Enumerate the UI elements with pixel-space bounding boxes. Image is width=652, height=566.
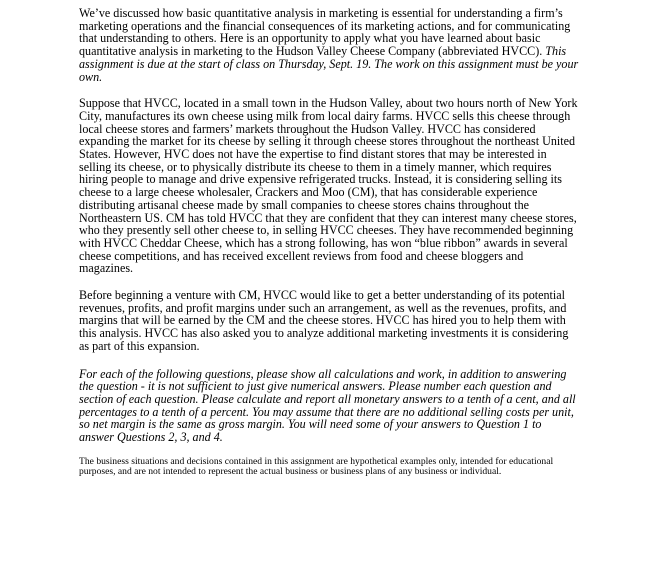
disclaimer-paragraph: The business situations and decisions contained in this assignment are hypothetical examples only, intended for educational purposes, and are not intended to represent the actual business or business plans of any business or individual. xyxy=(79,455,554,478)
goals-paragraph: Before beginning a venture with CM, HVCC would like to get a better understanding of its potential revenues, profits, and profit margins under such an arrangement, as well as the revenues, profits, and margins that will be earned by the CM and the cheese stores. HVCC has hired you to help them with this analysis. HVCC has also asked you to analyze additional marketing investments it is considering as part of this expansion. xyxy=(79,288,569,353)
intro-text: We’ve discussed how basic quantitative analysis in marketing is essential for understanding a firm’s marketing operations and the financial consequences of its marketing actions, and for communicating that understanding to others. Here is an opportunity to apply what you have learned about basic quantitative analysis in marketing to the Hudson Valley Cheese Company (abbreviated HVCC). xyxy=(79,6,571,59)
instructions-paragraph: For each of the following questions, please show all calculations and work, in addition to answering the question - it is not sufficient to just give numerical answers. Please number each question and section of each question. Please calculate and report all monetary answers to a tenth of a cent, and all percentages to a tenth of a percent. You may assume that there are no additional selling costs per unit, so net margin is the same as gross margin. You will need some of your answers to Question 1 to answer Questions 2, 3, and 4. xyxy=(79,366,576,445)
intro-paragraph xyxy=(79,7,579,83)
assignment-document xyxy=(79,7,579,478)
scenario-paragraph: Suppose that HVCC, located in a small town in the Hudson Valley, about two hours north of New York City, manufactures its own cheese using milk from local dairy farms. HVCC sells this cheese through local cheese stores and farmers’ markets throughout the Hudson Valley. HVCC has considered expanding the market for its cheese by selling it through cheese stores throughout the northeast United States. However, HVC does not have the expertise to find distant stores that may be interested in selling its cheese, or to physically distribute its cheese to them in a timely manner, which requires hiring people to manage and drive expensive refrigerated trucks. Instead, it is considering selling its cheese to a large cheese wholesaler, Crackers and Moo (CM), that has considerable experience distributing artisanal cheese made by small companies to cheese stores chains throughout the Northeastern US. CM has told HVCC that they are confident that they can interest many cheese stores, who they presently sell other cheese to, in selling HVCC cheeses. They have recommended beginning with HVCC Cheddar Cheese, which has a strong following, has won “blue ribbon” awards in several cheese competitions, and has received excellent reviews from food and cheese bloggers and magazines. xyxy=(79,96,578,276)
due-date-note: This assignment is due at the start of class on Thursday, Sept. 19. The work on this assignment must be your own. xyxy=(79,44,579,84)
